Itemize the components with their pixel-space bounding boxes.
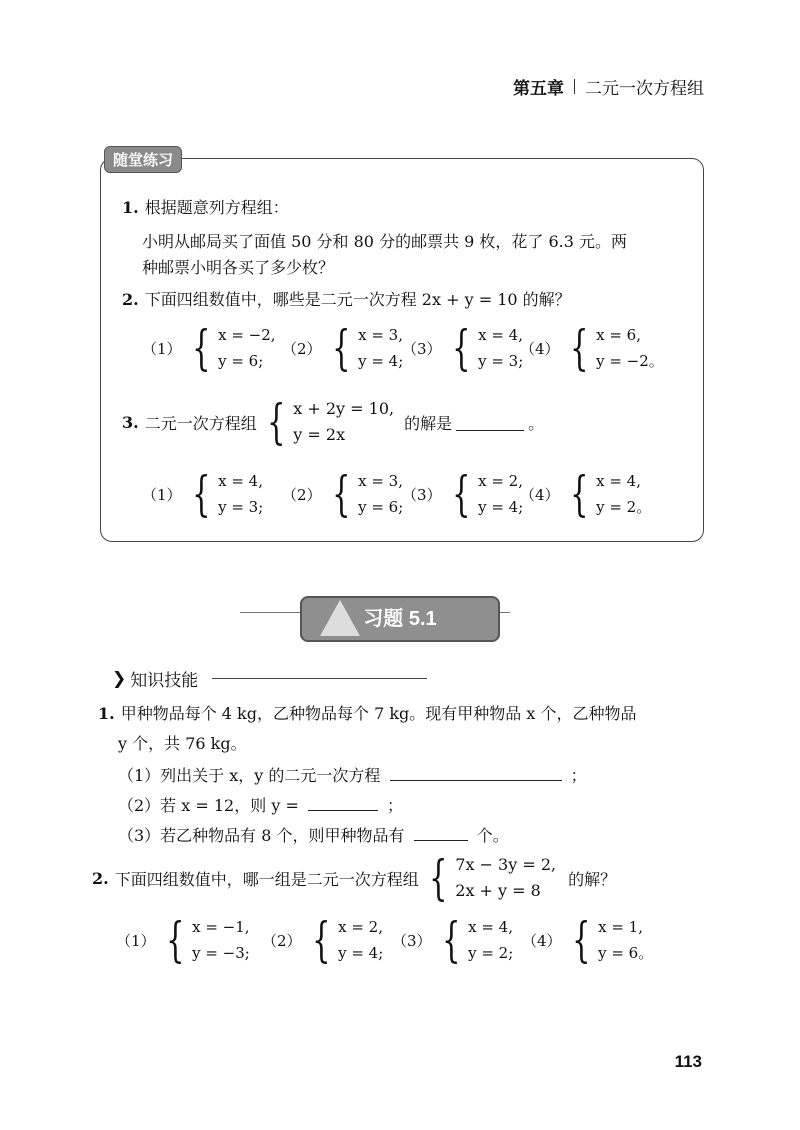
exercise-q1-line2: y 个，共 76 kg。	[118, 734, 247, 753]
brace-icon: {	[311, 912, 330, 968]
q-tail: 的解？	[568, 869, 617, 889]
option-line: x = 3,	[358, 472, 403, 490]
option-line: y = 4;	[478, 498, 524, 516]
sub-text: （3）若乙种物品有 8 个，则甲种物品有	[118, 826, 405, 845]
option-group	[142, 322, 276, 374]
option-label: （1）	[142, 485, 182, 504]
exercise-q1	[98, 704, 636, 724]
equation-line: 7x − 3y = 2,	[455, 855, 557, 874]
option-line: y = 6;	[218, 352, 264, 370]
section-heading	[112, 666, 427, 691]
brace-icon: {	[451, 320, 470, 376]
option-line: x = −1,	[192, 918, 250, 936]
brace-icon: {	[331, 466, 350, 522]
compass-icon	[320, 600, 360, 636]
chapter-header	[513, 74, 704, 99]
option-line: y = 3;	[218, 498, 264, 516]
option-line: x = 4,	[596, 472, 641, 490]
option-line: y = 4;	[338, 944, 384, 962]
option-label: （4）	[520, 485, 560, 504]
option-label: （1）	[142, 339, 182, 358]
brace-icon: {	[191, 320, 210, 376]
option-line: y = −2。	[596, 352, 664, 370]
option-line: y = 6。	[598, 944, 654, 962]
equation-line: y = 2x	[293, 425, 346, 444]
option-line: x = 2,	[478, 472, 523, 490]
sub-end: 个。	[476, 826, 509, 845]
practice-q1-body2: 种邮票小明各买了多少枚？	[142, 258, 335, 277]
equation-line: 2x + y = 8	[455, 881, 541, 900]
option-group	[282, 322, 403, 374]
option-label: （2）	[262, 931, 302, 950]
brace-icon: {	[569, 320, 588, 376]
option-group	[282, 468, 403, 520]
option-line: y = 6;	[358, 498, 404, 516]
banner-label: 习题 5.1	[363, 608, 437, 630]
chevron-right-icon: ❯	[112, 668, 127, 688]
q-number: 1.	[98, 704, 115, 723]
option-group	[392, 914, 513, 966]
option-label: （4）	[520, 339, 560, 358]
chapter-label: 第五章	[513, 79, 564, 98]
option-group	[522, 914, 653, 966]
option-group	[520, 322, 664, 374]
option-line: x = 4,	[218, 472, 263, 490]
sub-end: ；	[387, 796, 404, 815]
equation-line: x + 2y = 10,	[293, 399, 395, 418]
q-text: 下面四组数值中，哪一组是二元一次方程组	[114, 869, 419, 889]
option-label: （3）	[402, 485, 442, 504]
option-group	[402, 468, 523, 520]
q-number: 3.	[122, 412, 139, 432]
brace-icon: {	[331, 320, 350, 376]
practice-label: 随堂练习	[104, 146, 182, 173]
exercise-q1-sub2	[118, 794, 403, 816]
q-text: 根据题意列方程组：	[144, 198, 289, 217]
sub-end: ；	[570, 766, 587, 785]
brace-icon: {	[191, 466, 210, 522]
answer-blank[interactable]	[390, 764, 562, 781]
practice-q1	[122, 198, 289, 218]
exercise-q1-sub3	[118, 824, 509, 846]
option-label: （3）	[392, 931, 432, 950]
q-number: 2.	[122, 290, 139, 309]
option-label: （2）	[282, 485, 322, 504]
option-line: y = 4;	[358, 352, 404, 370]
exercise-q1-sub1	[118, 764, 587, 786]
chapter-title: 二元一次方程组	[585, 79, 704, 98]
option-label: （4）	[522, 931, 562, 950]
q-number: 2.	[92, 868, 109, 888]
answer-blank[interactable]	[308, 794, 378, 811]
sub-text: （1）列出关于 x，y 的二元一次方程	[118, 766, 381, 785]
option-line: y = 2;	[468, 944, 514, 962]
header-separator	[574, 79, 575, 94]
option-label: （2）	[282, 339, 322, 358]
practice-q1-body1: 小明从邮局买了面值 50 分和 80 分的邮票共 9 枚，花了 6.3 元。两	[142, 232, 628, 251]
option-line: x = 3,	[358, 326, 403, 344]
q-text: 下面四组数值中，哪些是二元一次方程 2x + y = 10 的解？	[144, 290, 571, 309]
option-group	[116, 914, 250, 966]
sub-text: （2）若 x = 12，则 y =	[118, 796, 299, 815]
answer-blank[interactable]	[456, 414, 524, 431]
brace-icon: {	[441, 912, 460, 968]
practice-q3	[122, 396, 544, 448]
answer-blank[interactable]	[414, 824, 468, 841]
section-title: 知识技能	[130, 671, 199, 690]
option-label: （1）	[116, 931, 156, 950]
page-number: 113	[674, 1052, 702, 1071]
option-line: y = 2。	[596, 498, 652, 516]
practice-q2	[122, 290, 571, 310]
section-rule	[212, 678, 427, 679]
brace-icon: {	[571, 912, 590, 968]
option-line: x = −2,	[218, 326, 276, 344]
option-line: x = 1,	[598, 918, 643, 936]
brace-icon: {	[451, 466, 470, 522]
option-line: x = 2,	[338, 918, 383, 936]
brace-icon: {	[569, 466, 588, 522]
brace-icon: {	[266, 394, 286, 450]
q-tail: 的解是	[404, 413, 453, 433]
exercise-q2	[92, 852, 616, 904]
option-group	[520, 468, 651, 520]
option-line: x = 4,	[478, 326, 523, 344]
q-text: 甲种物品每个 4 kg，乙种物品每个 7 kg。现有甲种物品 x 个，乙种物品	[120, 704, 637, 723]
option-group	[262, 914, 383, 966]
option-group	[142, 468, 263, 520]
option-line: x = 4,	[468, 918, 513, 936]
option-label: （3）	[402, 339, 442, 358]
brace-icon: {	[428, 850, 448, 906]
brace-icon: {	[165, 912, 184, 968]
q-number: 1.	[122, 198, 139, 217]
option-line: y = −3;	[192, 944, 250, 962]
option-line: x = 6,	[596, 326, 641, 344]
option-group	[402, 322, 523, 374]
q-end: 。	[528, 413, 545, 433]
q-text: 二元一次方程组	[144, 413, 257, 433]
option-line: y = 3;	[478, 352, 524, 370]
